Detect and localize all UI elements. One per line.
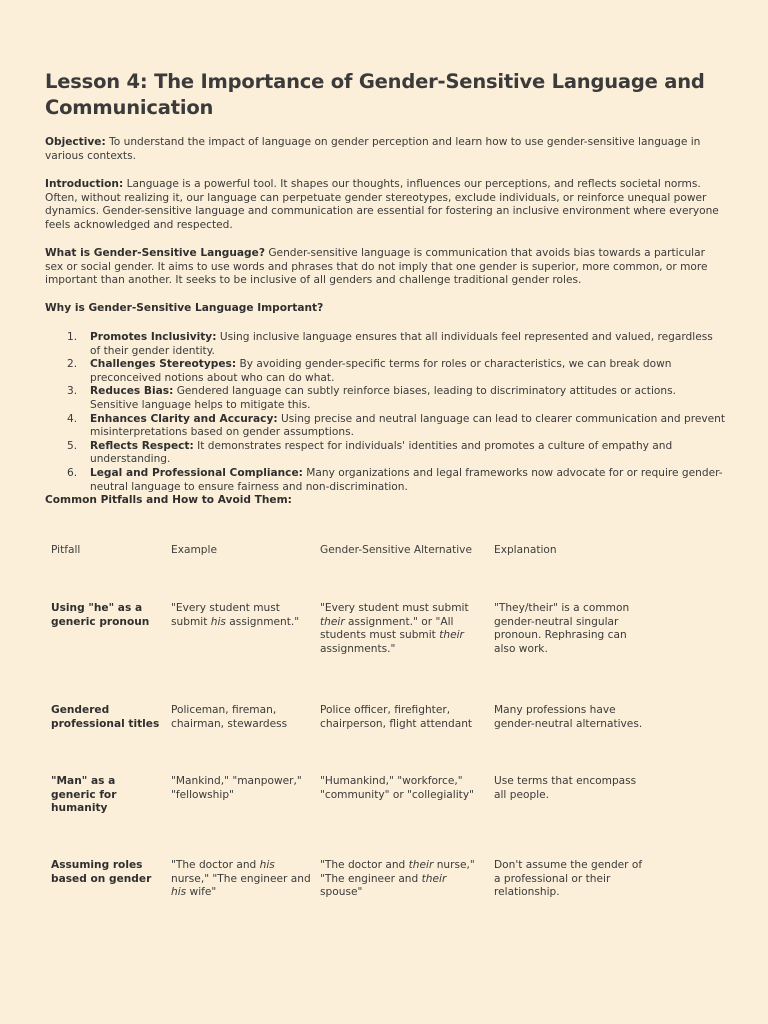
objective-label: Objective: [45,136,106,148]
list-item [45,467,725,494]
list-item-label: Challenges Stereotypes: [90,358,237,371]
table-cell-example: "Mankind," "manpower," "fellowship" [171,775,302,801]
objective-paragraph [45,136,725,163]
introduction-text: Language is a powerful tool. It shapes our thoughts, influences our perceptions, and reflects societal norms. Often, without realizing it, our language can perpetuate gender stereotypes, exclude individuals, or reinforce unequal power dynamics. Gender-sensitive language and communication are essential for fostering an inclusive environment where everyone feels acknowledged and respected. [45,178,719,231]
definition-text: Gender-sensitive language is communication that avoids bias towards a particular sex or social gender. It aims to use words and phrases that do not imply that one gender is superior, more common, or more important than another. It seeks to be inclusive of all genders and challenge traditional gender roles. [45,247,708,287]
list-item-text: It demonstrates respect for individuals' identities and promotes a culture of empathy and understanding. [90,439,673,466]
table-cell-pitfall: "Man" as a generic for humanity [51,775,117,815]
list-item-label: Promotes Inclusivity: [90,331,217,343]
table-cell-alternative: "Humankind," "workforce," "community" or "collegiality" [320,775,474,801]
list-number: 3. [67,385,78,398]
list-number: 5. [67,439,78,452]
pitfalls-heading: Common Pitfalls and How to Avoid Them: [45,494,292,506]
objective-text: To understand the impact of language on gender perception and learn how to use gender-sensitive language in various contexts. [45,136,701,162]
table-cell-pitfall: Gendered professional titles [51,704,160,730]
introduction-label: Introduction: [45,178,124,190]
list-item [45,413,725,440]
table-cell-example: "The doctor and his nurse," "The engineer and his wife" [171,859,311,899]
column-header: Explanation [494,544,557,556]
table-cell-explanation: Don't assume the gender of a professional or their relationship. [494,859,643,899]
definition-label: What is Gender-Sensitive Language? [45,247,265,259]
list-number: 1. [67,331,78,343]
list-number: 4. [67,412,78,425]
list-item-text: Using inclusive language ensures that all individuals feel represented and valued, regardless of their gender identity. [90,331,713,357]
introduction-paragraph [45,178,725,232]
table-cell-alternative: Police officer, firefighter, chairperson, flight attendant [320,704,473,730]
column-header: Example [171,544,217,556]
why-heading: Why is Gender-Sensitive Language Important? [45,302,324,314]
list-item [45,331,725,358]
list-item [45,385,725,412]
list-item-label: Reflects Respect: [90,439,194,452]
list-item [45,358,725,385]
table-cell-pitfall: Using "he" as a generic pronoun [51,602,150,628]
table-cell-explanation: "They/their" is a common gender-neutral singular pronoun. Rephrasing can also work. [494,602,630,655]
table-cell-explanation: Use terms that encompass all people. [494,775,637,801]
column-header: Gender-Sensitive Alternative [320,544,472,556]
page-title: Lesson 4: The Importance of Gender-Sensitive Language and Communication [45,70,705,119]
table-cell-example: Policeman, fireman, chairman, stewardess [171,704,288,730]
list-number: 6. [67,466,78,479]
table-cell-alternative: "Every student must submit their assignment." or "All students must submit their assignments." [320,602,469,655]
definition-paragraph [45,247,725,288]
list-item-text: By avoiding gender-specific terms for roles or characteristics, we can break down preconceived notions about who can do what. [90,358,672,384]
reasons-list [45,331,725,494]
column-header: Pitfall [51,544,81,556]
list-number: 2. [67,358,78,371]
table-cell-alternative: "The doctor and their nurse," "The engineer and their spouse" [320,859,475,899]
list-item-label: Enhances Clarity and Accuracy: [90,412,278,425]
table-cell-explanation: Many professions have gender-neutral alternatives. [494,704,643,730]
list-item-label: Legal and Professional Compliance: [90,466,303,479]
list-item-text: Gendered language can subtly reinforce biases, leading to discriminatory attitudes or actions. Sensitive language helps to mitigate this. [90,385,676,411]
list-item-text: Many organizations and legal frameworks now advocate for or require gender-neutral language to ensure fairness and non-discrimination. [90,466,723,493]
list-item-label: Reduces Bias: [90,385,174,398]
list-item [45,440,725,467]
list-item-text: Using precise and neutral language can lead to clearer communication and prevent misinterpretations based on gender assumptions. [90,412,725,439]
table-cell-example: "Every student must submit his assignment." [171,602,300,628]
table-cell-pitfall: Assuming roles based on gender [51,859,152,885]
